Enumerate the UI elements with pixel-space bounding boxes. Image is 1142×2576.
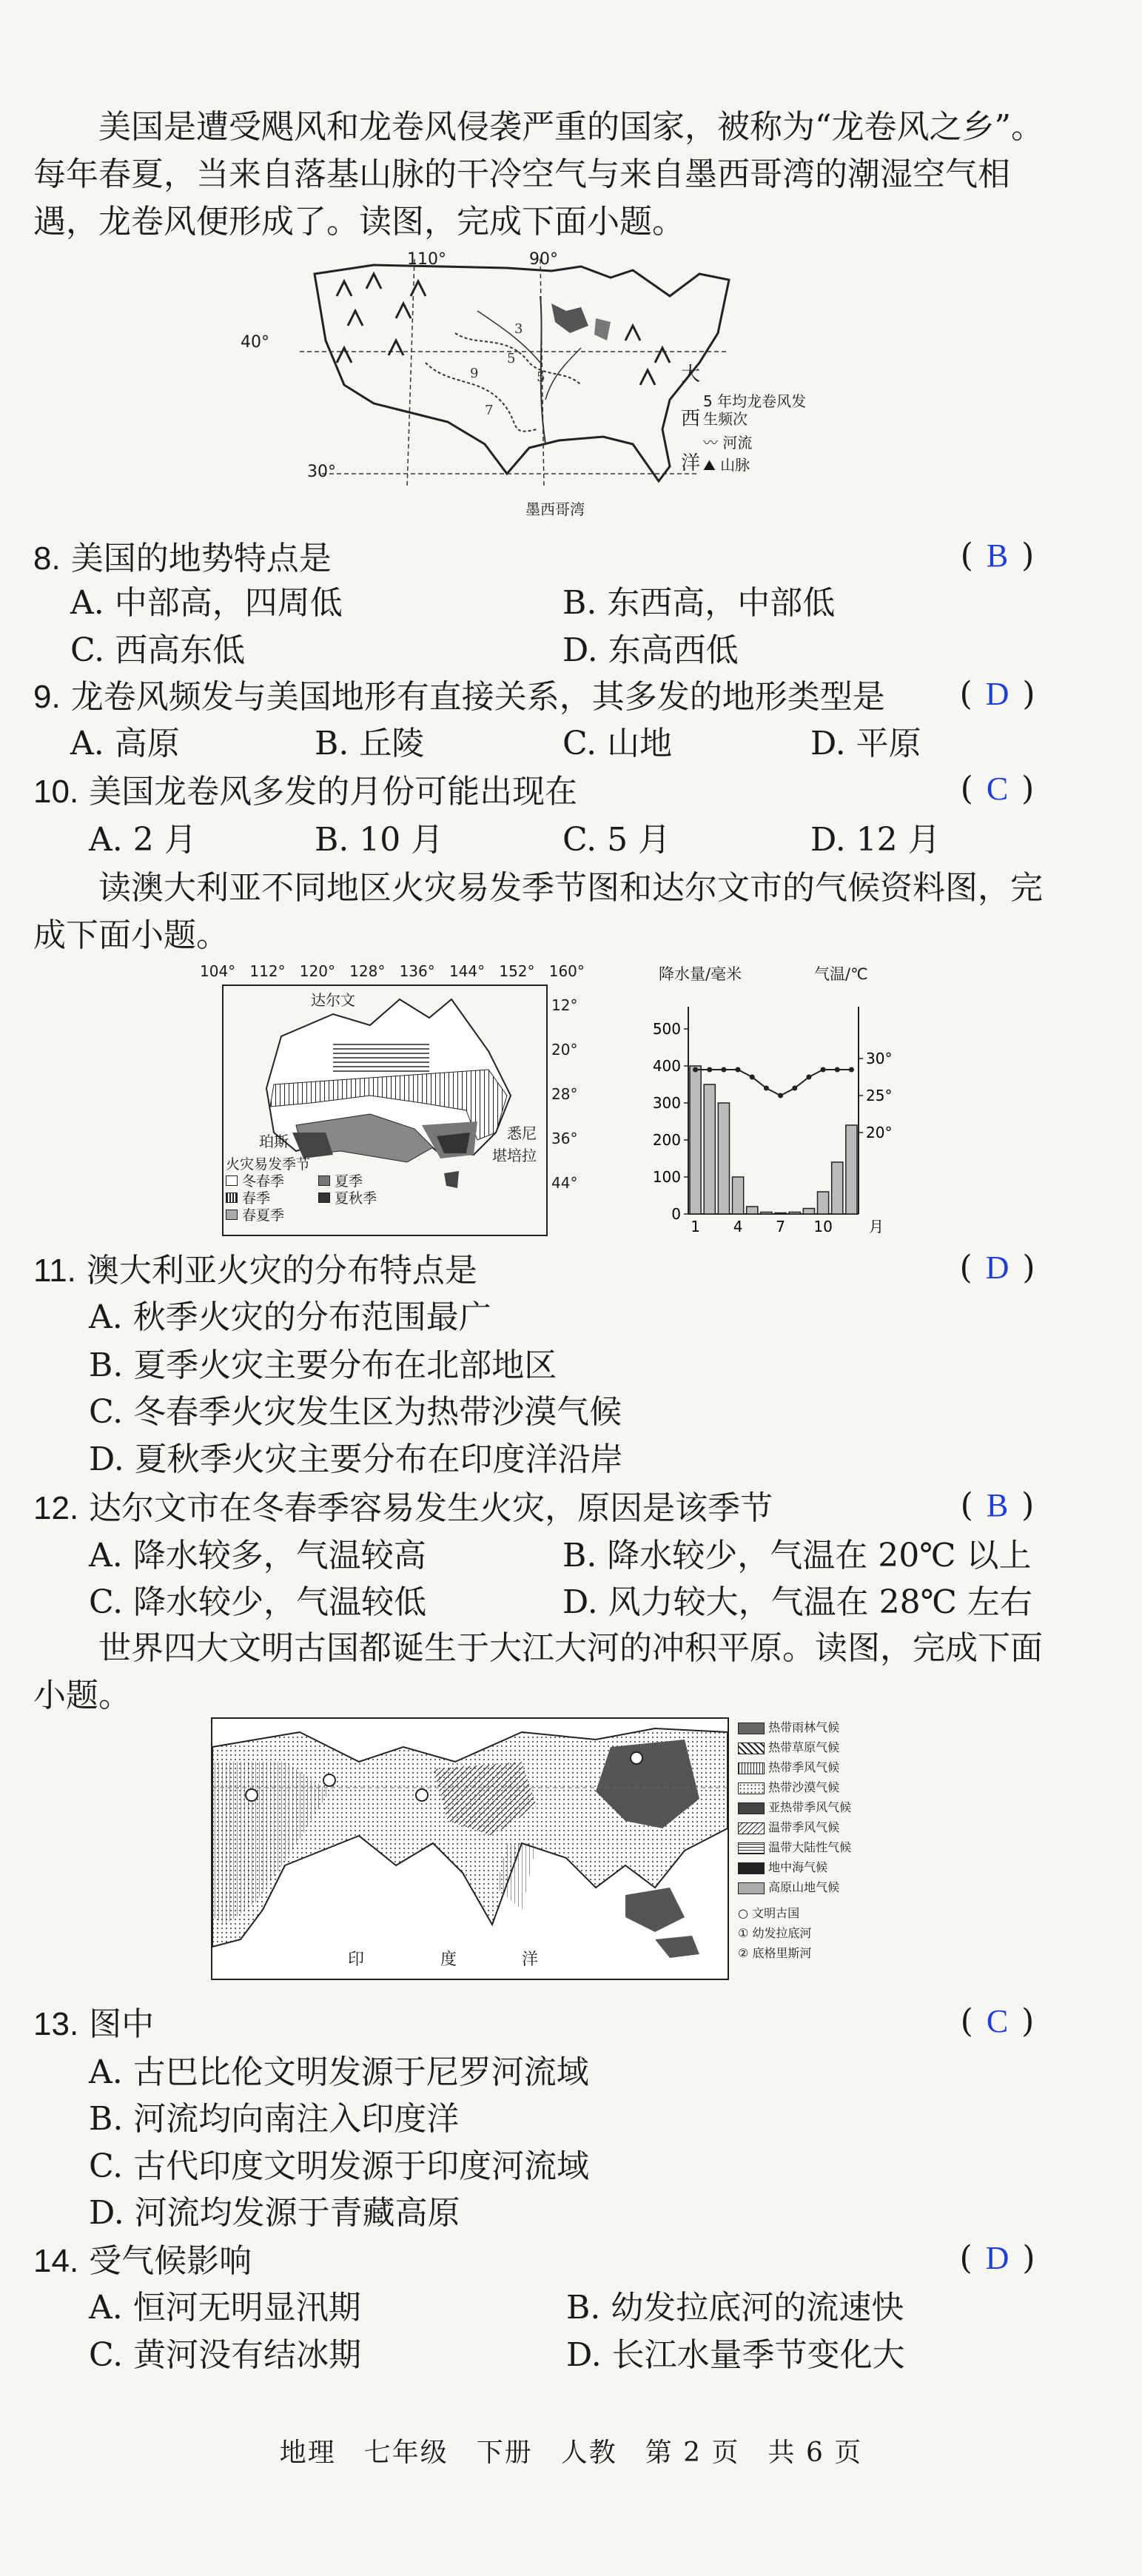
lat-label: 20° <box>551 1041 578 1059</box>
city-darwin: 达尔文 <box>311 991 355 1009</box>
answer-value: D <box>985 1250 1010 1286</box>
civilization-marker-icon: ○ <box>738 1906 748 1920</box>
australia-fire-map <box>178 962 622 1244</box>
answer-value: D <box>985 2240 1010 2276</box>
precip-bar <box>747 1207 758 1214</box>
precip-tick-label: 0 <box>671 1205 681 1223</box>
option-13b: B. 河流均向南注入印度洋 <box>89 2100 460 2138</box>
legend-label: 温带季风气候 <box>768 1820 840 1834</box>
lon-label-90: 90° <box>529 250 558 269</box>
answer-value: C <box>986 771 1009 807</box>
question-text: 达尔文市在冬春季容易发生火灾，原因是该季节 <box>89 1489 773 1527</box>
svg-text:5: 5 <box>507 351 516 366</box>
question-number: 11. <box>33 1252 76 1289</box>
option-9d: D. 平原 <box>810 725 921 762</box>
question-number: 10. <box>33 774 79 810</box>
question-13 <box>33 2002 154 2047</box>
legend-extra <box>738 1923 923 1943</box>
legend-river <box>703 434 814 452</box>
precip-bar <box>761 1212 772 1215</box>
legend-label: 热带草原气候 <box>768 1740 840 1754</box>
lon-label: 112° <box>249 962 286 980</box>
lat-label: 44° <box>551 1174 578 1192</box>
precip-bar <box>789 1212 800 1215</box>
legend-river-label: 河流 <box>722 434 753 452</box>
legend-item <box>738 1717 923 1737</box>
temperature-point <box>792 1086 797 1091</box>
ocean-label-2: 西 <box>681 408 701 430</box>
legend-label: 幼发拉底河 <box>752 1926 812 1940</box>
precip-bar <box>690 1066 701 1214</box>
precip-bar <box>803 1209 814 1215</box>
intro-paragraph-3: 世界四大文明古国都诞生于大江大河的冲积平原。读图，完成下面小题。 <box>33 1629 1043 1714</box>
answer-12: ( B ) <box>960 1486 1035 1524</box>
legend-extra <box>738 1903 923 1923</box>
ocean-label-3: 洋 <box>522 1951 539 1969</box>
precip-bar <box>704 1084 715 1214</box>
lon-label: 128° <box>349 962 386 980</box>
city-perth: 珀斯 <box>259 1133 289 1150</box>
legend-label: 春季 <box>242 1190 271 1207</box>
option-13d: D. 河流均发源于青藏高原 <box>89 2194 460 2232</box>
answer-8: ( B ) <box>960 537 1035 574</box>
answer-value: D <box>985 676 1010 712</box>
option-9c: C. 山地 <box>562 725 673 762</box>
option-12d: D. 风力较大，气温在 28℃ 左右 <box>562 1583 1032 1621</box>
au-lon-labels <box>200 962 585 980</box>
river-icon: 〰 <box>703 434 718 452</box>
question-number: 12. <box>33 1490 79 1526</box>
temp-tick-label: 30° <box>866 1050 893 1067</box>
legend-freq <box>703 392 814 428</box>
legend-extra <box>738 1943 923 1963</box>
asia-legend <box>738 1717 923 1963</box>
question-text: 龙卷风频发与美国地形有直接关系，其多发的地形类型是 <box>70 678 885 716</box>
temperature-point <box>764 1086 769 1091</box>
precip-tick-label: 100 <box>652 1168 681 1186</box>
question-14 <box>33 2239 252 2284</box>
question-text: 受气候影响 <box>89 2242 252 2280</box>
temp-axis-title: 气温/℃ <box>814 965 868 983</box>
question-text: 美国的地势特点是 <box>70 540 332 577</box>
river-marker-2: ② <box>738 1946 749 1960</box>
option-12a: A. 降水较多，气温较高 <box>89 1537 426 1574</box>
legend-item <box>738 1757 923 1777</box>
legend-item <box>738 1777 923 1797</box>
temperature-point <box>707 1067 712 1073</box>
answer-value: C <box>986 2003 1009 2039</box>
gulf-label: 墨西哥湾 <box>525 500 585 518</box>
question-number: 14. <box>33 2243 79 2279</box>
option-10a: A. 2 月 <box>89 821 197 859</box>
legend-item <box>738 1857 923 1877</box>
option-10c: C. 5 月 <box>562 821 671 859</box>
temperature-point <box>806 1075 811 1080</box>
temperature-point <box>778 1093 783 1099</box>
answer-13: ( C ) <box>960 2002 1035 2040</box>
answer-11: ( D ) <box>959 1249 1035 1287</box>
option-12c: C. 降水较少，气温较低 <box>89 1583 427 1621</box>
temperature-point <box>721 1067 726 1073</box>
legend-item <box>738 1817 923 1837</box>
option-8d: D. 东高西低 <box>562 631 739 669</box>
answer-value: B <box>986 1487 1009 1523</box>
temperature-point <box>750 1075 755 1080</box>
ocean-label-3: 洋 <box>681 452 701 474</box>
option-11c: C. 冬春季火灾发生区为热带沙漠气候 <box>89 1393 622 1431</box>
river-marker-1: ① <box>738 1926 749 1940</box>
option-14c: C. 黄河没有结冰期 <box>89 2336 362 2374</box>
lon-label: 120° <box>299 962 335 980</box>
svg-text:5: 5 <box>537 369 545 385</box>
legend-item <box>738 1797 923 1817</box>
temp-tick-label: 25° <box>866 1087 893 1104</box>
question-12 <box>33 1486 773 1531</box>
lon-label: 104° <box>200 962 236 980</box>
mountain-icon: ⛰ <box>703 456 716 474</box>
precip-tick-label: 300 <box>652 1094 681 1112</box>
ocean-label-1: 印 <box>348 1951 365 1969</box>
legend-mountain <box>703 456 814 474</box>
legend-label: 夏季 <box>335 1173 363 1190</box>
city-sydney: 悉尼 <box>507 1124 537 1142</box>
question-number: 9. <box>33 679 61 715</box>
ocean-label-1: 大 <box>681 363 701 386</box>
legend-label: 春夏季 <box>242 1207 285 1224</box>
precip-axis-title: 降水量/毫米 <box>659 965 742 983</box>
option-12b: B. 降水较少，气温在 20℃ 以上 <box>562 1537 1032 1574</box>
us-map-legend <box>703 392 814 474</box>
lon-label: 144° <box>449 962 486 980</box>
answer-9: ( D ) <box>959 675 1035 713</box>
month-tick-label: 7 <box>776 1218 785 1235</box>
question-text: 澳大利亚火灾的分布特点是 <box>86 1252 477 1289</box>
legend-item <box>738 1837 923 1857</box>
option-11a: A. 秋季火灾的分布范围最广 <box>89 1298 491 1336</box>
legend-label: 夏秋季 <box>335 1190 377 1207</box>
legend-item <box>226 1173 318 1190</box>
legend-item <box>226 1190 318 1207</box>
legend-label: 地中海气候 <box>768 1860 828 1874</box>
page-footer: 地理 七年级 下册 人教 第 2 页 共 6 页 <box>279 2438 863 2468</box>
option-11b: B. 夏季火灾主要分布在北部地区 <box>89 1346 557 1384</box>
legend-item <box>318 1190 411 1207</box>
precip-tick-label: 400 <box>652 1057 681 1075</box>
precip-bar <box>846 1125 857 1214</box>
svg-text:3: 3 <box>514 321 523 337</box>
legend-item <box>318 1173 411 1190</box>
legend-item <box>226 1207 318 1224</box>
question-11 <box>33 1249 477 1293</box>
temperature-point <box>693 1067 698 1073</box>
lon-label: 136° <box>399 962 435 980</box>
option-14b: B. 幼发拉底河的流速快 <box>566 2289 904 2327</box>
month-tick-label: 10 <box>813 1218 833 1235</box>
legend-freq-label: 年均龙卷风发生频次 <box>703 392 807 428</box>
question-text: 美国龙卷风多发的月份可能出现在 <box>89 773 578 811</box>
city-canberra: 堪培拉 <box>492 1147 537 1164</box>
lon-label: 160° <box>548 962 585 980</box>
precip-tick-label: 500 <box>652 1020 681 1038</box>
month-tick-label: 1 <box>691 1218 700 1235</box>
answer-value: B <box>986 537 1009 574</box>
temperature-point <box>849 1067 854 1073</box>
darwin-climate-chart <box>637 962 918 1244</box>
temperature-point <box>835 1067 840 1073</box>
question-10 <box>33 770 577 814</box>
legend-label: 热带季风气候 <box>768 1760 840 1774</box>
option-10d: D. 12 月 <box>810 821 941 859</box>
lon-label-110: 110° <box>407 250 446 269</box>
lat-label: 12° <box>551 996 578 1014</box>
option-14a: A. 恒河无明显汛期 <box>89 2289 361 2327</box>
legend-title: 火灾易发季节 <box>226 1156 311 1173</box>
au-legend <box>226 1156 411 1224</box>
legend-label: 文明古国 <box>752 1906 800 1920</box>
legend-label: 热带雨林气候 <box>768 1720 840 1734</box>
legend-item <box>738 1737 923 1757</box>
option-9a: A. 高原 <box>70 725 180 762</box>
month-unit-label: 月 <box>869 1218 884 1235</box>
lat-label-40: 40° <box>241 333 269 352</box>
lat-label-30: 30° <box>307 463 336 481</box>
question-number: 13. <box>33 2006 79 2042</box>
answer-10: ( C ) <box>960 770 1035 808</box>
au-lat-labels <box>551 983 577 1205</box>
ocean-label-2: 度 <box>440 1951 457 1969</box>
option-8b: B. 东西高，中部低 <box>562 584 836 622</box>
legend-label: 亚热带季风气候 <box>768 1800 852 1814</box>
question-8 <box>33 537 332 581</box>
option-8c: C. 西高东低 <box>70 631 246 669</box>
legend-label: 冬春季 <box>242 1173 285 1190</box>
precip-bar <box>733 1177 744 1214</box>
ancient-civilizations-map <box>211 1717 925 1984</box>
precip-bar <box>832 1162 843 1214</box>
option-14d: D. 长江水量季节变化大 <box>566 2336 905 2374</box>
legend-label: 底格里斯河 <box>752 1946 812 1960</box>
answer-14: ( D ) <box>959 2239 1035 2277</box>
question-9 <box>33 675 885 720</box>
intro-paragraph-2: 读澳大利亚不同地区火灾易发季节图和达尔文市的气候资料图，完成下面小题。 <box>33 869 1043 954</box>
temperature-point <box>821 1067 826 1073</box>
svg-text:9: 9 <box>470 366 479 381</box>
us-tornado-map <box>241 250 807 533</box>
legend-label: 温带大陆性气候 <box>768 1840 852 1854</box>
legend-item <box>738 1877 923 1897</box>
legend-label: 高原山地气候 <box>768 1880 840 1894</box>
option-8a: A. 中部高，四周低 <box>70 584 343 622</box>
temperature-line <box>696 1070 852 1096</box>
temperature-point <box>736 1067 741 1073</box>
legend-freq-sample: 5 <box>703 392 713 410</box>
precip-bar <box>775 1213 786 1215</box>
lat-label: 28° <box>551 1085 578 1103</box>
precip-tick-label: 200 <box>652 1131 681 1149</box>
question-text: 图中 <box>89 2005 155 2043</box>
svg-text:7: 7 <box>485 403 494 418</box>
month-tick-label: 4 <box>733 1218 743 1235</box>
lat-label: 36° <box>551 1130 578 1147</box>
precip-bar <box>718 1103 729 1214</box>
option-13c: C. 古代印度文明发源于印度河流域 <box>89 2147 590 2185</box>
option-9b: B. 丘陵 <box>315 725 425 762</box>
option-10b: B. 10 月 <box>315 821 444 859</box>
legend-mountain-label: 山脉 <box>720 456 750 474</box>
question-number: 8. <box>33 540 61 577</box>
lon-label: 152° <box>499 962 535 980</box>
option-13a: A. 古巴比伦文明发源于尼罗河流域 <box>89 2053 589 2091</box>
option-11d: D. 夏秋季火灾主要分布在印度洋沿岸 <box>89 1440 623 1478</box>
legend-label: 热带沙漠气候 <box>768 1780 840 1794</box>
intro-paragraph-1: 美国是遭受飓风和龙卷风侵袭严重的国家，被称为“龙卷风之乡”。每年春夏，当来自落基山脉的干冷空气与来自墨西哥湾的潮湿空气相遇，龙卷风便形成了。读图，完成下面小题。 <box>33 108 1044 241</box>
temp-tick-label: 20° <box>866 1124 893 1141</box>
precip-bar <box>818 1192 829 1214</box>
